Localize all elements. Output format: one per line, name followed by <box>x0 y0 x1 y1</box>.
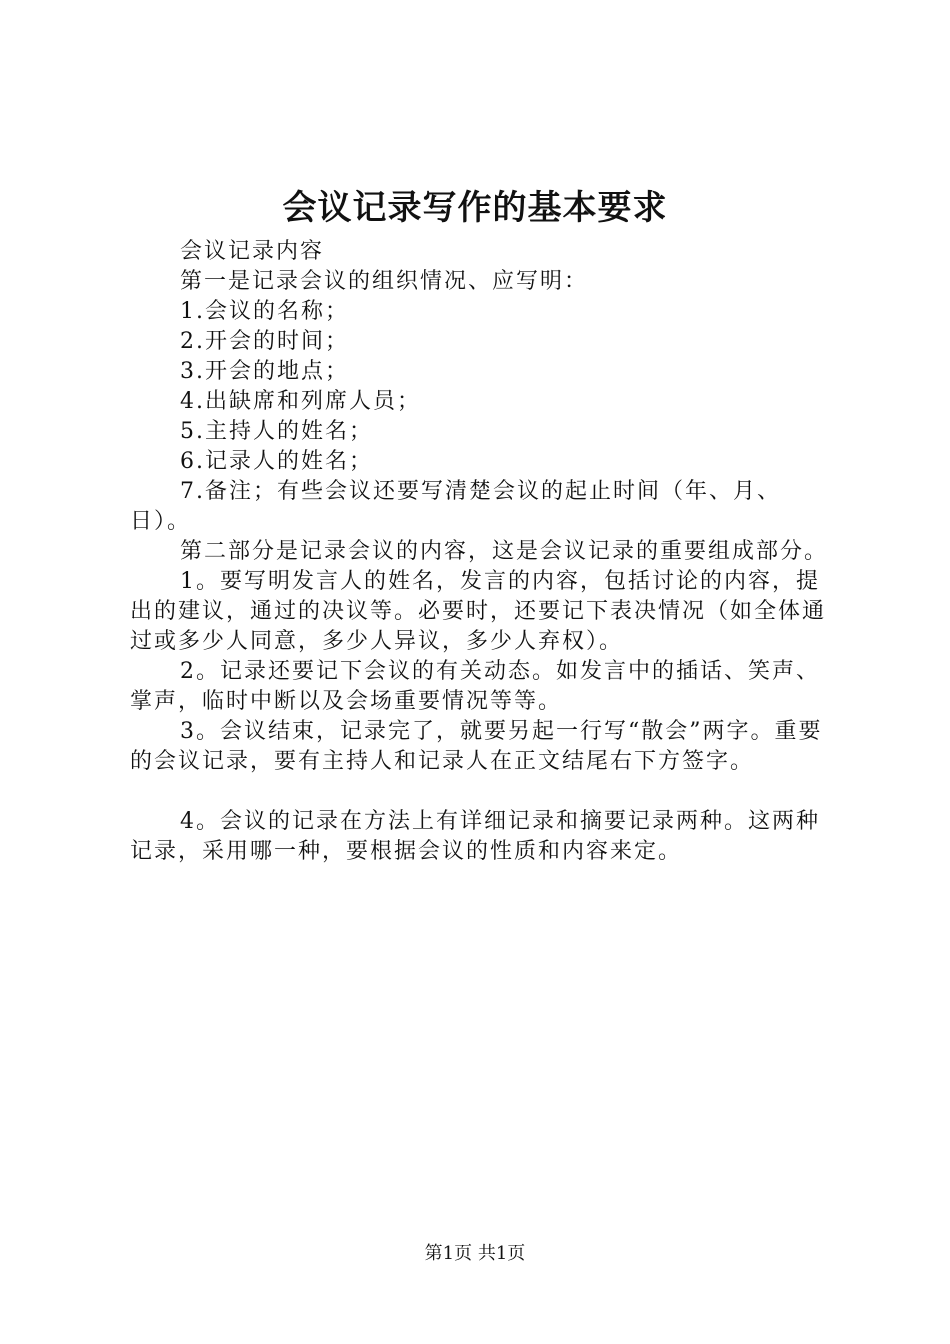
paragraph-point-four: 4。会议的记录在方法上有详细记录和摘要记录两种。这两种记录，采用哪一种，要根据会议的性质和内容来定。 <box>130 809 820 864</box>
document-title: 会议记录写作的基本要求 <box>282 188 668 228</box>
list-item-attendance: 4.出缺席和列席人员； <box>180 389 421 414</box>
paragraph-part-one: 第一是记录会议的组织情况、应写明： <box>180 269 589 294</box>
list-item-meeting-time: 2.开会的时间； <box>180 329 349 354</box>
paragraph-part-two: 第二部分是记录会议的内容，这是会议记录的重要组成部分。 <box>180 539 829 564</box>
list-item-host-name: 5.主持人的姓名； <box>180 419 373 444</box>
list-item-recorder-name: 6.记录人的姓名； <box>180 449 373 474</box>
paragraph-point-two: 2。记录还要记下会议的有关动态。如发言中的插话、笑声、掌声，临时中断以及会场重要情况等等。 <box>130 659 820 714</box>
list-item-remarks: 7.备注；有些会议还要写清楚会议的起止时间（年、月、日）。 <box>130 479 781 534</box>
list-item-meeting-place: 3.开会的地点； <box>180 359 349 384</box>
paragraph-point-three: 3。会议结束，记录完了，就要另起一行写“散会”两字。重要的会议记录，要有主持人和记录人在正文结尾右下方签字。 <box>130 719 823 774</box>
paragraph-point-one: 1。要写明发言人的姓名，发言的内容，包括讨论的内容，提出的建议，通过的决议等。必要时，还要记下表决情况（如全体通过或多少人同意，多少人异议，多少人弃权）。 <box>130 569 827 654</box>
list-item-meeting-name: 1.会议的名称； <box>180 299 349 324</box>
document-body <box>130 237 830 867</box>
paragraph-meeting-content: 会议记录内容 <box>180 239 325 264</box>
page-footer: 第1页 共1页 <box>424 1243 526 1264</box>
